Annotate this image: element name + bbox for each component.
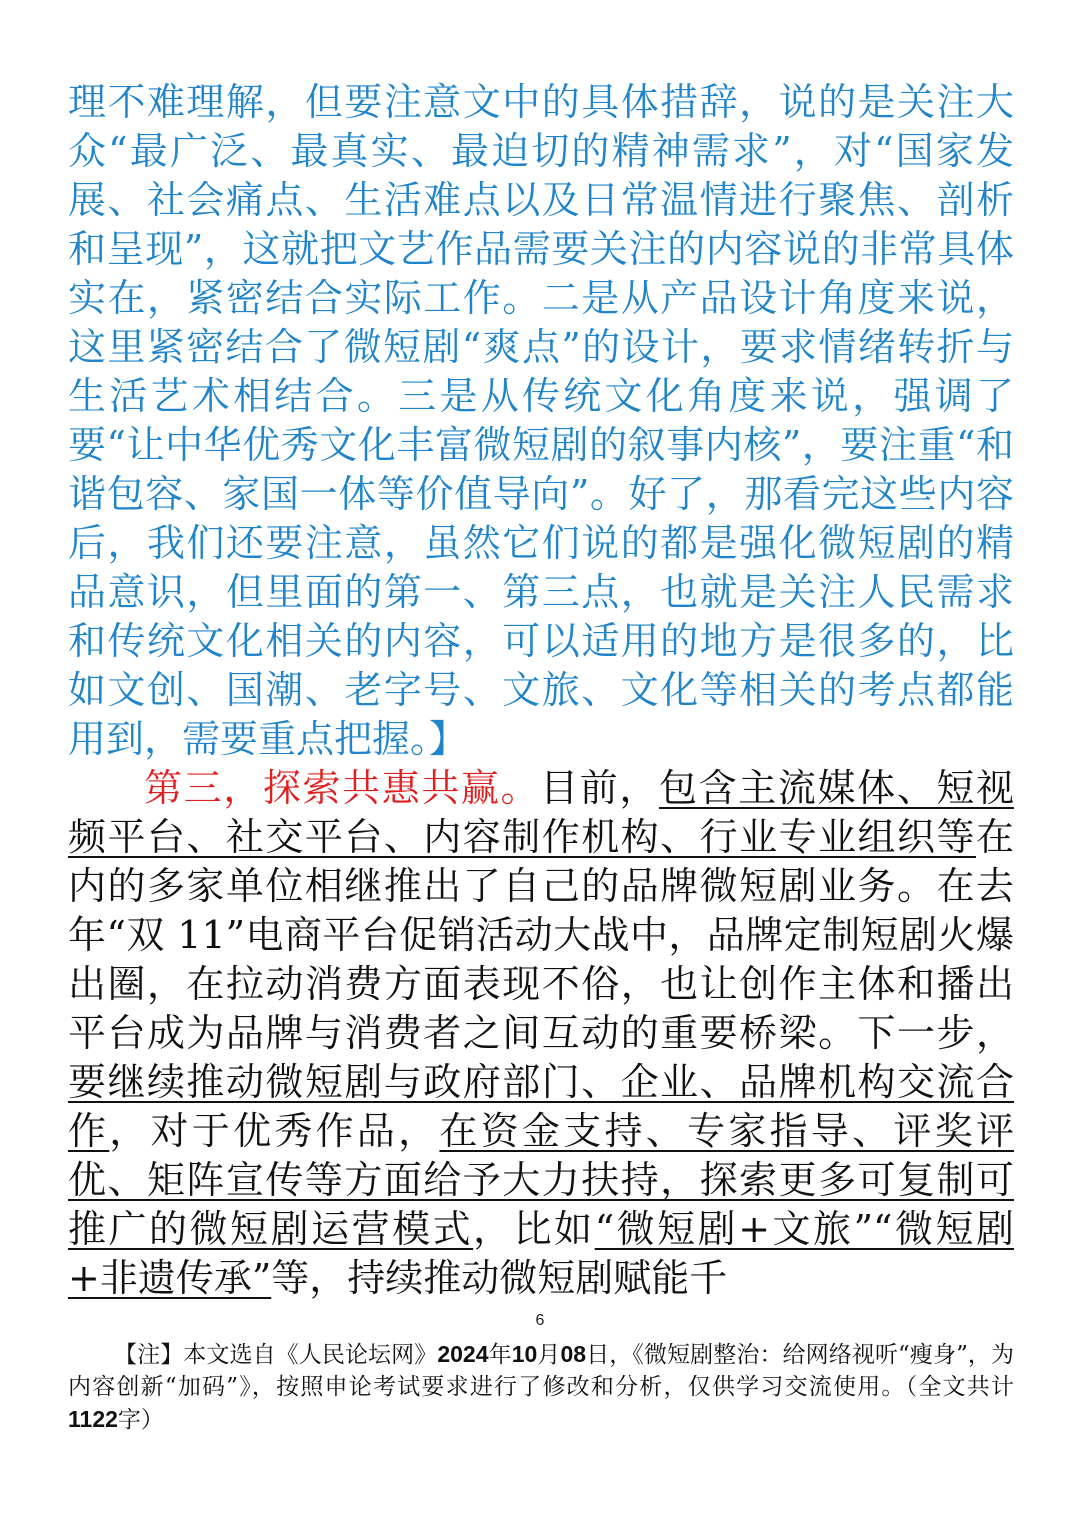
article-body bbox=[68, 78, 1014, 1303]
section-three-paragraph bbox=[68, 764, 1014, 1303]
section-text: 在内的多家单位相继推出了自己的品牌微短剧业务。在去年“双 11”电商平台促销活动大战中，品牌定制短剧火爆出圈，在拉动消费方面表现不俗，也让创作主体和播出平台成为品牌与消费者之间互动的重要桥梁。下一步， bbox=[68, 815, 1014, 1055]
underlined-phrase: 要继续推动微短剧与政府部门、企业、品牌机构交流合作 bbox=[68, 1060, 1014, 1153]
underlined-phrase: “微短剧+文旅”“微短剧+非遗传承” bbox=[68, 1207, 1014, 1300]
note-text: 年 bbox=[488, 1342, 512, 1368]
note-text: 字） bbox=[117, 1407, 164, 1433]
note-day: 08 bbox=[560, 1341, 587, 1367]
section-text: ，比如 bbox=[473, 1207, 595, 1251]
note-text: 月 bbox=[537, 1342, 561, 1368]
section-text: ，对于优秀作品， bbox=[109, 1109, 440, 1153]
note-text: 日，《微短剧整治：给网络视听“瘦身”，为内容创新“加码”》，按照申论考试要求进行了修改和分析，仅供学习交流使用。（全文共计 bbox=[68, 1342, 1015, 1400]
section-text: 目前， bbox=[540, 766, 660, 810]
note-word-count: 1122 bbox=[68, 1406, 118, 1432]
analysis-paragraph: 理不难理解，但要注意文中的具体措辞，说的是关注大众“最广泛、最真实、最迫切的精神需求”，对“国家发展、社会痛点、生活难点以及日常温情进行聚焦、剖析和呈现”，这就把文艺作品需要关注的内容说的非常具体实在，紧密结合实际工作。二是从产品设计角度来说，这里紧密结合了微短剧“爽点”的设计，要求情绪转折与生活艺术相结合。三是从传统文化角度来说，强调了要“让中华优秀文化丰富微短剧的叙事内核”，要注重“和谐包容、家国一体等价值导向”。好了，那看完这些内容后，我们还要注意，虽然它们说的都是强化微短剧的精品意识，但里面的第一、第三点，也就是关注人民需求和传统文化相关的内容，可以适用的地方是很多的，比如文创、国潮、老字号、文旅、文化等相关的考点都能用到，需要重点把握。】 bbox=[68, 80, 1014, 761]
underlined-phrase: 包含主流媒体、短视频平台、社交平台、内容制作机构、行业专业组织等 bbox=[68, 766, 1014, 859]
note-year: 2024 bbox=[437, 1341, 489, 1367]
note-month: 10 bbox=[511, 1341, 538, 1367]
section-three-heading: 第三，探索共惠共赢。 bbox=[144, 766, 541, 810]
note-text: 【注】本文选自《人民论坛网》 bbox=[114, 1342, 438, 1368]
section-text: 等，持续推动微短剧赋能千 bbox=[271, 1256, 728, 1300]
page-number: 6 bbox=[535, 1312, 545, 1329]
source-note bbox=[68, 1338, 1014, 1436]
underlined-phrase: 在资金支持、专家指导、评奖评优、矩阵宣传等方面给予大力扶持，探索更多可复制可推广的微短剧运营模式 bbox=[68, 1109, 1014, 1251]
